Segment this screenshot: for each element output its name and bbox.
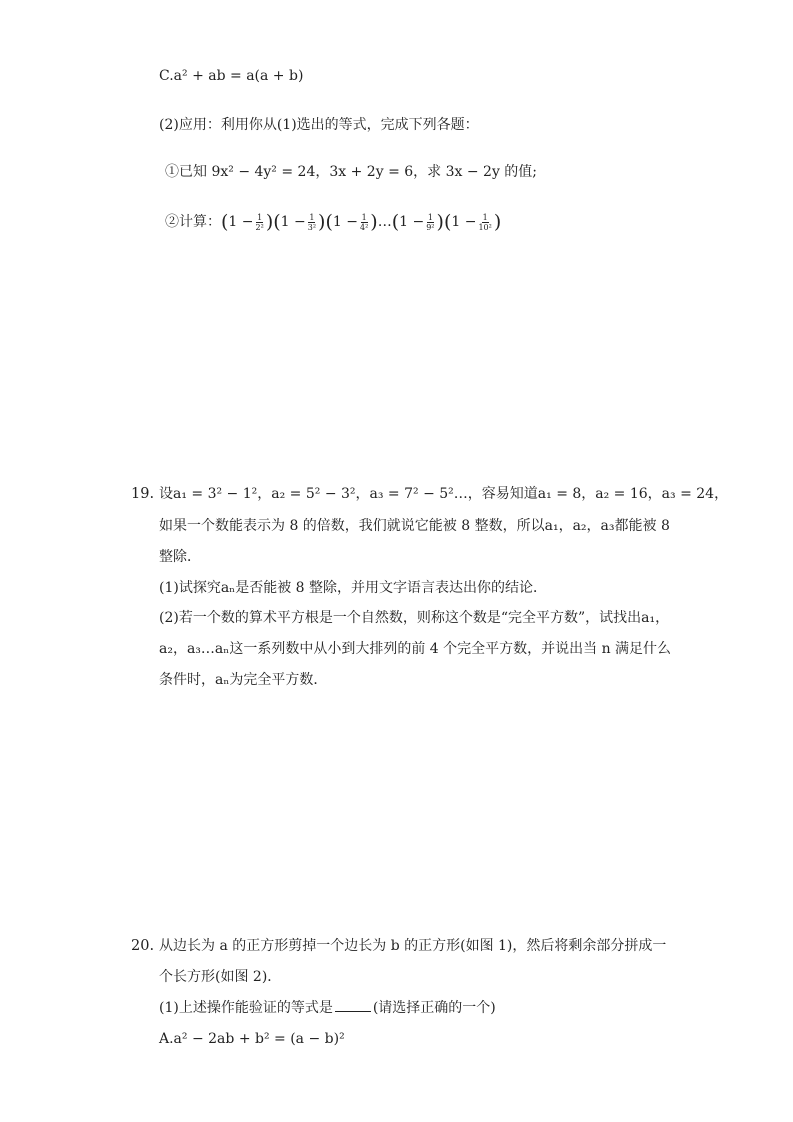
option-a: A.a² − 2ab + b² = (a − b)² — [159, 1031, 345, 1047]
ellipsis: … — [377, 214, 392, 230]
q18-part-2-prefix: ②计算： — [165, 214, 221, 230]
option-c: C.a² + ab = a(a + b) — [159, 68, 304, 84]
q19-part-2-line-1: (2)若一个数的算术平方根是一个自然数，则称这个数是“完全平方数”，试找出a₁， — [159, 610, 670, 626]
fraction: $\frac{1}{\text{9²}}$ — [426, 212, 435, 232]
q20-part-1: (1)上述操作能验证的等式是 (请选择正确的一个) — [159, 1000, 496, 1016]
question-number-19: 19. — [131, 486, 155, 502]
q19-part-2-line-3: 条件时，aₙ为完全平方数． — [159, 672, 328, 688]
q19-part-1: (1)试探究aₙ是否能被 8 整除，并用文字语言表达出你的结论． — [159, 580, 548, 596]
q20-line-2: 个长方形(如图 2)． — [159, 969, 282, 985]
question-number-20: 20. — [131, 938, 155, 954]
q19-line-1: 设a₁ = 3² − 1²，a₂ = 5² − 3²，a₃ = 7² − 5²…，容易知道a₁ = 8，a₂ = 16，a₃ = 24， — [159, 486, 729, 502]
q19-line-2: 如果一个数能表示为 8 的倍数，我们就说它能被 8 整数，所以a₁，a₂，a₃都能被 8 — [159, 518, 670, 534]
fraction: $\frac{1}{\text{4²}}$ — [359, 212, 369, 232]
q18-application-heading: (2)应用：利用你从(1)选出的等式，完成下列各题： — [159, 117, 479, 133]
fraction: $\frac{1}{\text{3²}}$ — [307, 212, 317, 232]
q18-part-1: ①已知 9x² − 4y² = 24，3x + 2y = 6，求 3x − 2y 的值; — [165, 164, 538, 180]
fraction: $\frac{1}{\text{2²}}$ — [255, 212, 264, 232]
q18-part-2: ②计算：(1 − $\frac{1}{\text{2²}}$ )(1 − $\frac{1}{\text{3²}}$ )(1 − $\frac{1}{\text{4²}}$ )…(1 − $\frac{1}{\text{9²}}$ )(1 − $\frac{1}{\text{10²}}$ ) — [165, 211, 502, 233]
answer-blank[interactable] — [335, 999, 371, 1012]
q19-part-2-line-2: a₂，a₃…aₙ这一系列数中从小到大排列的前 4 个完全平方数，并说出当 n 满足什么 — [159, 641, 672, 657]
q19-line-3: 整除． — [159, 549, 201, 565]
fraction: $\frac{1}{\text{10²}}$ — [478, 212, 492, 232]
q20-line-1: 从边长为 a 的正方形剪掉一个边长为 b 的正方形(如图 1)，然后将剩余部分拼成一 — [159, 938, 667, 954]
